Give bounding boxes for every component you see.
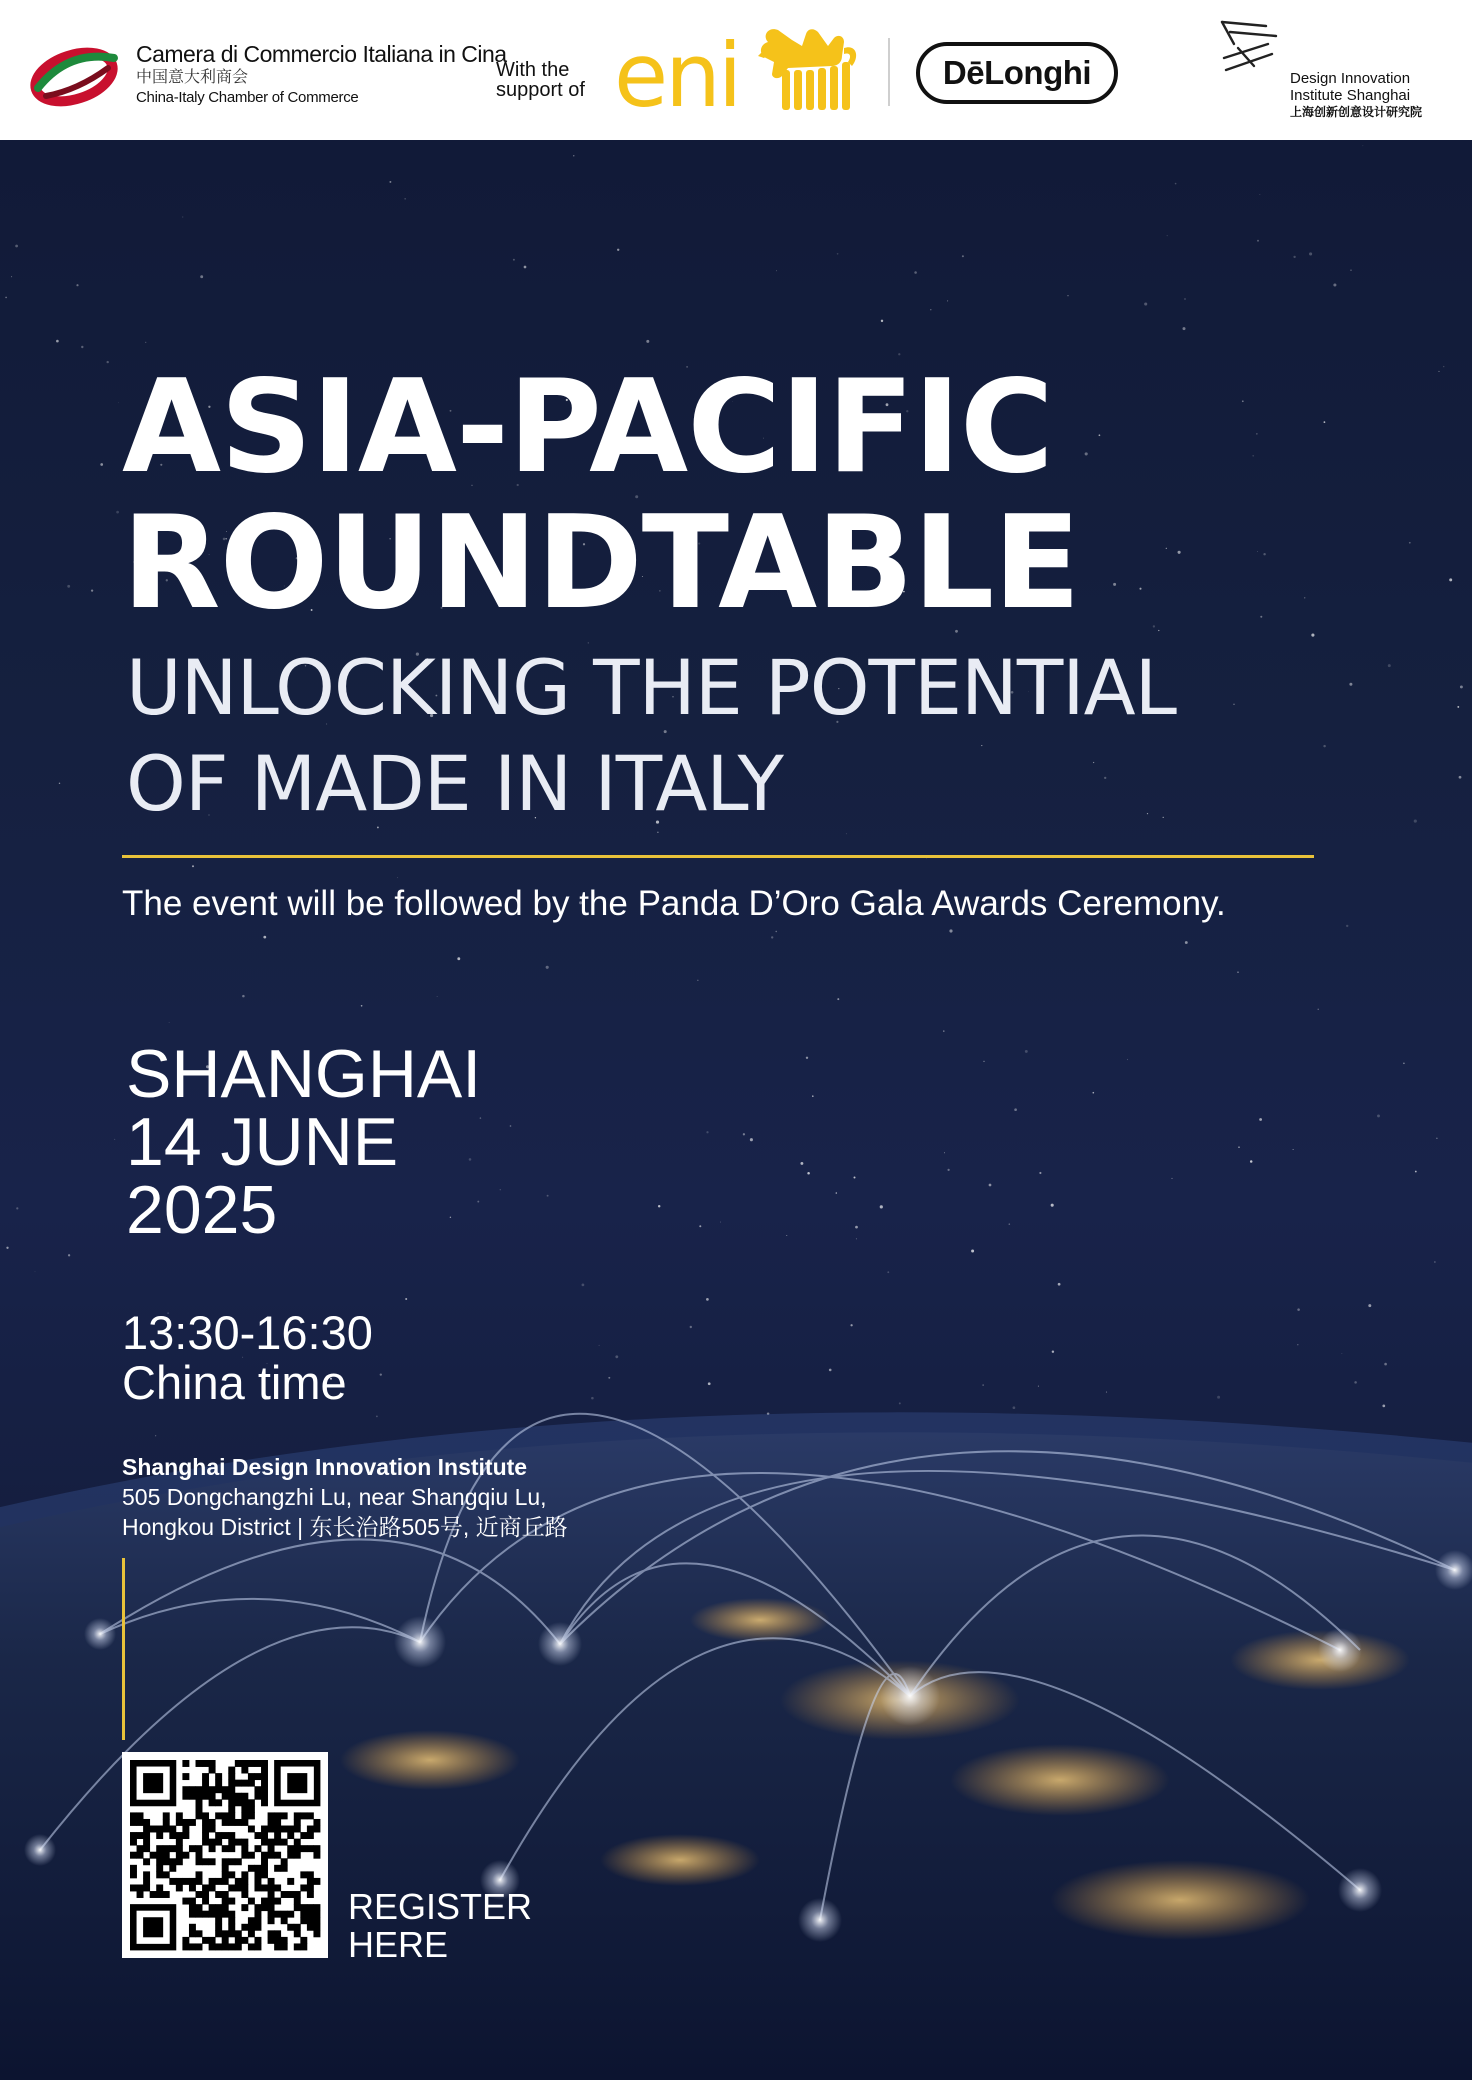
dii-logo: [1216, 18, 1456, 128]
dii-name-line-2: Institute Shanghai: [1290, 87, 1411, 104]
ccic-name-english: China-Italy Chamber of Commerce: [136, 89, 359, 106]
eni-six-legged-dog-icon: [748, 22, 864, 118]
event-date-year: 2025: [126, 1172, 278, 1248]
event-city: SHANGHAI: [126, 1036, 482, 1112]
header-separator: [888, 38, 890, 106]
sponsor-header: [0, 0, 1472, 140]
gold-vertical-rule: [122, 1558, 125, 1740]
event-title-line-2: ROUNDTABLE: [122, 489, 1080, 638]
dii-name-chinese: 上海创新创意设计研究院: [1290, 105, 1423, 119]
venue-name: Shanghai Design Innovation Institute: [122, 1454, 528, 1480]
event-poster: [0, 140, 1472, 2080]
gala-note: The event will be followed by the Panda D’Oro Gala Awards Ceremony.: [122, 884, 1226, 923]
venue-address-line-1: 505 Dongchangzhi Lu, near Shangqiu Lu,: [122, 1484, 547, 1510]
ccic-swoosh-icon: [28, 44, 120, 110]
gold-divider: [122, 855, 1314, 858]
support-label: [496, 60, 585, 100]
event-time: [122, 1308, 373, 1408]
register-line-2: HERE: [348, 1924, 449, 1965]
event-title: [122, 353, 1080, 638]
registration-qr-code[interactable]: [122, 1752, 328, 1958]
register-here-label[interactable]: [348, 1888, 532, 1964]
ccic-name-chinese: 中国意大利商会: [136, 69, 249, 86]
ccic-name-italian: Camera di Commercio Italiana in Cina: [136, 41, 507, 67]
ccic-logo: [28, 40, 507, 120]
support-line-2: support of: [496, 79, 585, 101]
event-title-line-1: ASIA-PACIFIC: [122, 353, 1053, 502]
delonghi-logo: DēLonghi: [916, 42, 1118, 104]
event-subtitle-line-2: OF MADE IN ITALY: [126, 739, 783, 828]
event-location-date: [126, 1036, 482, 1248]
register-line-1: REGISTER: [348, 1886, 533, 1927]
venue-address-line-2: Hongkou District | 东长治路505号, 近商丘路: [122, 1514, 568, 1540]
event-subtitle-line-1: UNLOCKING THE POTENTIAL: [126, 643, 1177, 732]
dii-lines-icon: [1216, 18, 1286, 88]
event-time-zone: China time: [122, 1356, 347, 1409]
dii-name-line-1: Design Innovation: [1290, 70, 1411, 87]
event-date-day: 14 JUNE: [126, 1104, 399, 1180]
event-time-range: 13:30-16:30: [122, 1306, 373, 1359]
event-venue: [122, 1452, 568, 1542]
support-line-1: With the: [496, 59, 570, 81]
eni-logo-text: eni: [614, 24, 740, 127]
event-subtitle: [126, 640, 1176, 832]
